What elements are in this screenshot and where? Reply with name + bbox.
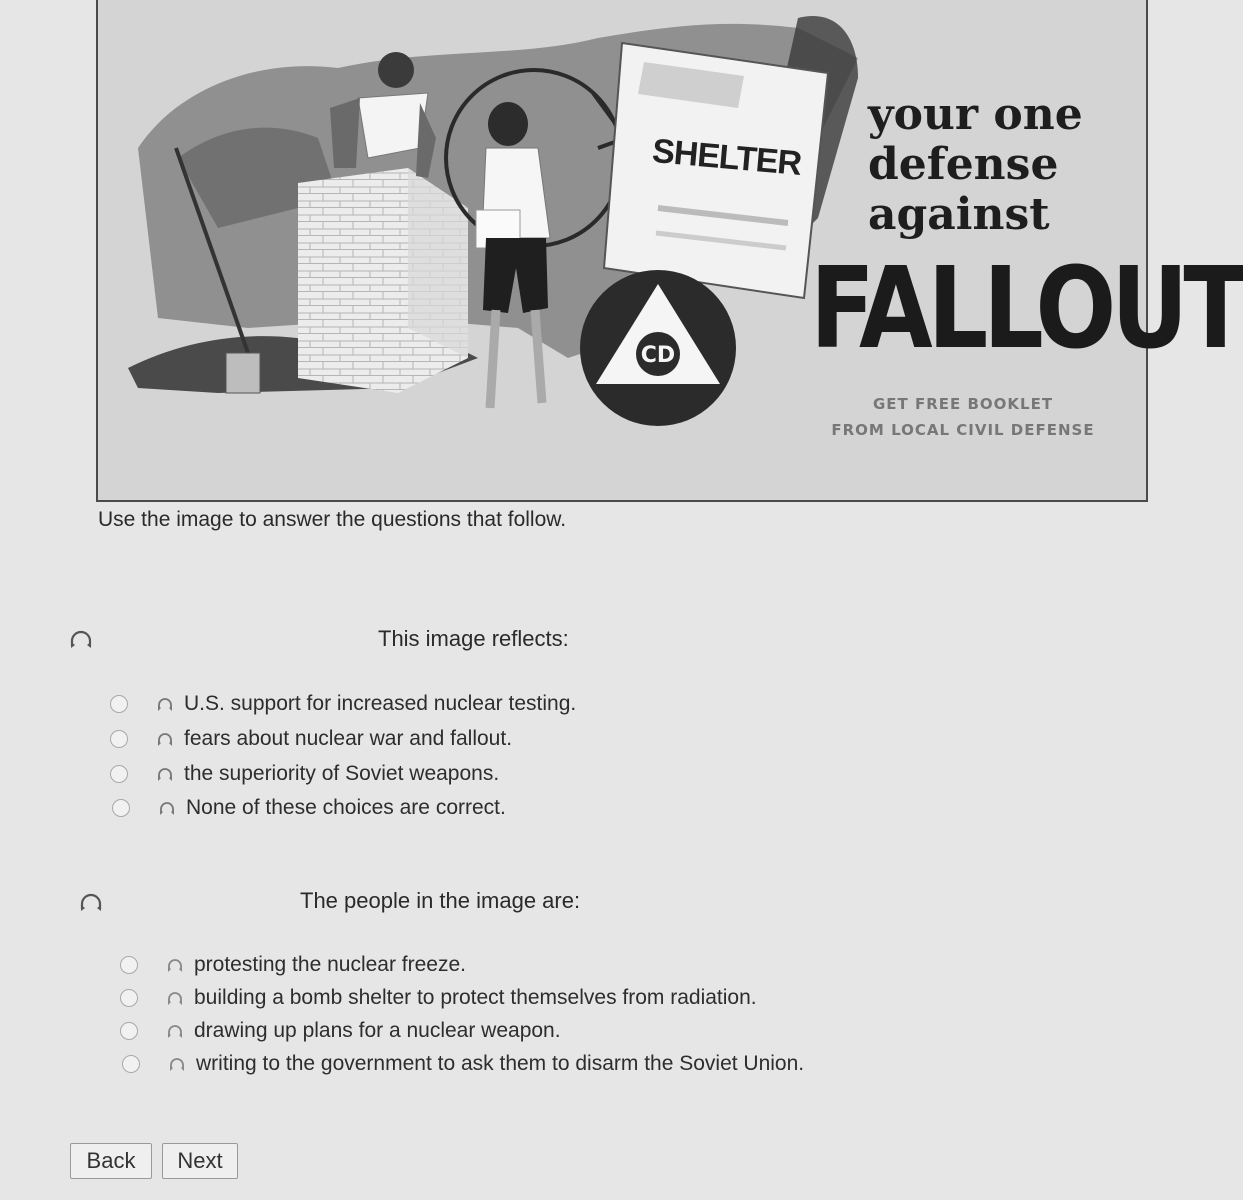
choice-label: protesting the nuclear freeze. — [194, 953, 466, 976]
headphones-icon[interactable] — [168, 1056, 186, 1072]
booklet-line-2: FROM LOCAL CIVIL DEFENSE — [831, 421, 1095, 439]
headphones-icon[interactable] — [158, 800, 176, 816]
poster-booklet-text — [818, 391, 1108, 443]
back-button[interactable]: Back — [70, 1143, 152, 1179]
headphones-icon[interactable] — [156, 766, 174, 782]
headphones-icon[interactable] — [78, 893, 104, 913]
shelter-sign-text: SHELTER — [650, 132, 803, 183]
poster-fallout-text: FALLOUT — [810, 244, 1243, 374]
radio-button[interactable] — [110, 765, 128, 783]
question-2-prompt: The people in the image are: — [300, 888, 581, 913]
instruction-text: Use the image to answer the questions that follow. — [98, 508, 567, 531]
choice-label: U.S. support for increased nuclear testing. — [184, 692, 577, 715]
question-1-choice-2[interactable] — [110, 724, 512, 754]
question-2-choice-2[interactable] — [120, 983, 757, 1013]
svg-text:CD: CD — [640, 343, 676, 368]
next-button[interactable]: Next — [162, 1143, 238, 1179]
question-1-choice-1[interactable] — [110, 689, 576, 719]
choice-label: writing to the government to ask them to disarm the Soviet Union. — [196, 1052, 805, 1075]
question-1-choice-4[interactable] — [112, 793, 506, 823]
question-2-choice-3[interactable] — [120, 1016, 561, 1046]
choice-label: None of these choices are correct. — [186, 796, 506, 819]
question-1-choice-3[interactable] — [110, 759, 499, 789]
headphones-icon[interactable] — [166, 957, 184, 973]
headphones-icon[interactable] — [68, 630, 94, 650]
radio-button[interactable] — [120, 1022, 138, 1040]
question-2-choice-1[interactable] — [120, 950, 466, 980]
radio-button[interactable] — [120, 956, 138, 974]
radio-button[interactable] — [110, 730, 128, 748]
headphones-icon[interactable] — [156, 731, 174, 747]
choice-label: building a bomb shelter to protect themselves from radiation. — [194, 986, 757, 1009]
headphones-icon[interactable] — [156, 696, 174, 712]
headphones-icon[interactable] — [166, 990, 184, 1006]
question-2-choice-4[interactable] — [122, 1049, 804, 1079]
headphones-icon[interactable] — [166, 1023, 184, 1039]
question-1-prompt: This image reflects: — [378, 626, 569, 651]
choice-label: the superiority of Soviet weapons. — [184, 762, 500, 785]
radio-button[interactable] — [120, 989, 138, 1007]
choice-label: drawing up plans for a nuclear weapon. — [194, 1019, 561, 1042]
booklet-line-1: GET FREE BOOKLET — [872, 395, 1054, 413]
radio-button[interactable] — [122, 1055, 140, 1073]
radio-button[interactable] — [110, 695, 128, 713]
choice-label: fears about nuclear war and fallout. — [184, 727, 513, 750]
poster-headline: your one defense against — [868, 89, 1083, 240]
radio-button[interactable] — [112, 799, 130, 817]
civil-defense-poster — [96, 0, 1243, 502]
